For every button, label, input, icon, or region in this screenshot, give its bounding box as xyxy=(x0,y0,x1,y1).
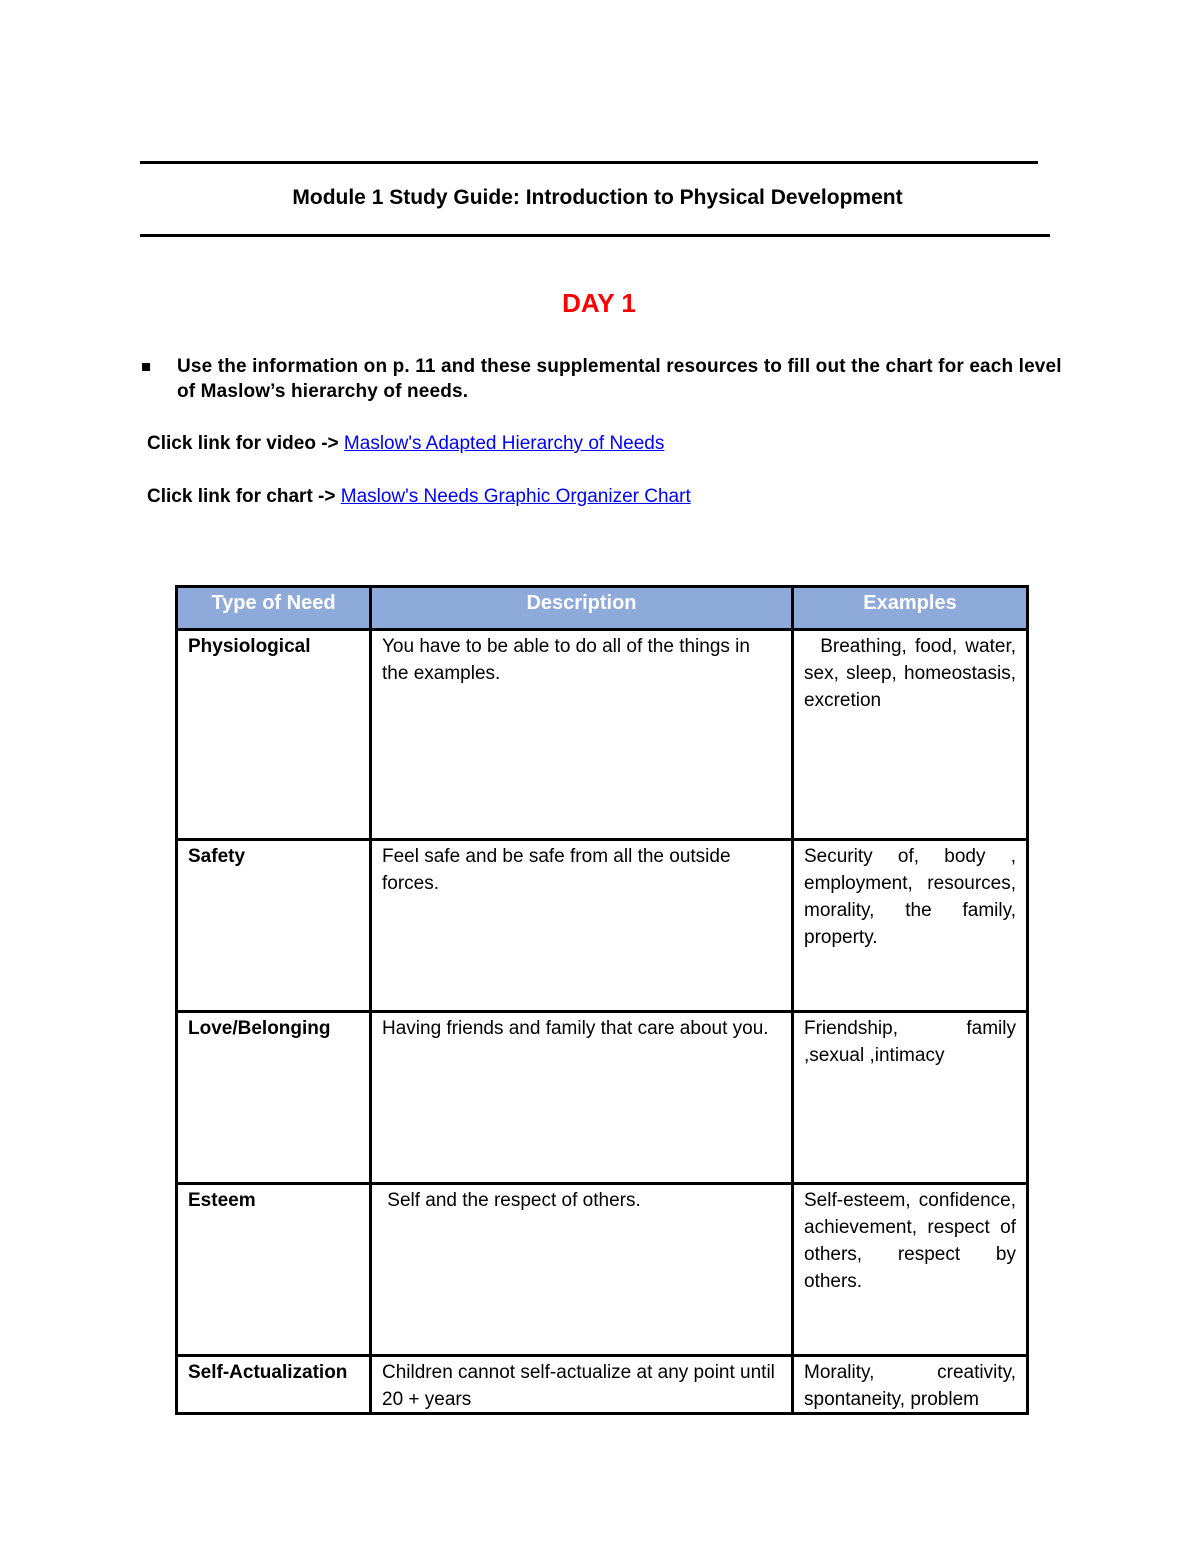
need-description-cell[interactable]: Self and the respect of others. xyxy=(371,1184,793,1356)
need-examples-cell[interactable]: Friendship, family ,sexual ,intimacy xyxy=(793,1012,1028,1184)
column-header-description: Description xyxy=(371,587,793,630)
need-type-cell: Safety xyxy=(177,840,371,1012)
title-bottom-rule xyxy=(140,234,1050,237)
title-top-rule xyxy=(140,161,1038,164)
need-examples-text: Morality, creativity, spontaneity, problem xyxy=(804,1362,1016,1410)
day-heading: DAY 1 xyxy=(562,288,636,318)
need-description-text: Children cannot self-actualize at any point until 20 + years xyxy=(382,1362,775,1410)
chart-link-line xyxy=(147,484,691,510)
video-link-label: Click link for video -> xyxy=(147,433,344,454)
table-row xyxy=(177,1012,1028,1184)
need-examples-cell[interactable]: Security of, body , employment, resources, morality, the family, property. xyxy=(793,840,1028,1012)
page-title: Module 1 Study Guide: Introduction to Physical Development xyxy=(292,186,903,209)
need-examples-cell[interactable]: Self-esteem, confidence, achievement, respect of others, respect by others. xyxy=(793,1184,1028,1356)
need-type-cell: Love/Belonging xyxy=(177,1012,371,1184)
need-description-cell[interactable] xyxy=(371,1356,793,1414)
table-row xyxy=(177,1184,1028,1356)
need-description-cell[interactable]: You have to be able to do all of the things in the examples. xyxy=(371,630,793,840)
instruction-text: Use the information on p. 11 and these supplemental resources to fill out the chart for each level of Maslow’s hierarchy of needs. xyxy=(177,356,1062,402)
column-header-examples: Examples xyxy=(793,587,1028,630)
need-type-text: Self-Actualization xyxy=(188,1362,348,1383)
need-type-cell xyxy=(177,1356,371,1414)
need-examples-cell[interactable] xyxy=(793,1356,1028,1414)
table-row xyxy=(177,630,1028,840)
column-header-type: Type of Need xyxy=(177,587,371,630)
need-examples-cell[interactable]: Breathing, food, water, sex, sleep, homeostasis, excretion xyxy=(793,630,1028,840)
need-type-cell: Esteem xyxy=(177,1184,371,1356)
table-row xyxy=(177,840,1028,1012)
need-type-cell: Physiological xyxy=(177,630,371,840)
video-link[interactable]: Maslow's Adapted Hierarchy of Needs xyxy=(343,433,665,454)
table-row xyxy=(177,1356,1028,1414)
square-bullet-icon xyxy=(142,363,150,371)
need-description-cell[interactable]: Feel safe and be safe from all the outside forces. xyxy=(371,840,793,1012)
chart-link-label: Click link for chart -> xyxy=(147,486,341,507)
maslow-needs-table xyxy=(175,585,1029,1415)
video-link-line xyxy=(147,431,664,457)
need-description-cell[interactable]: Having friends and family that care about you. xyxy=(371,1012,793,1184)
chart-link[interactable]: Maslow's Needs Graphic Organizer Chart xyxy=(340,486,691,507)
table-header-row xyxy=(177,587,1028,630)
